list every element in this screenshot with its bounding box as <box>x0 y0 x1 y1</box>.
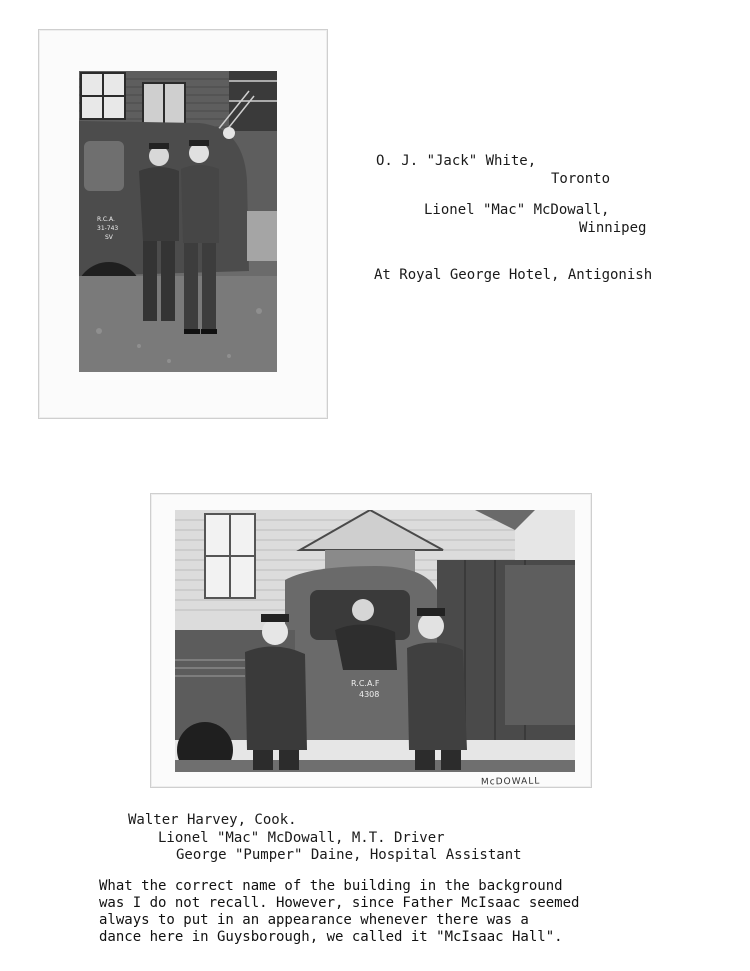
bottom-caption-line-2: Lionel "Mac" McDowall, M.T. Driver <box>158 830 445 846</box>
top-photo-card <box>38 29 328 419</box>
bottom-photo-card <box>150 493 592 788</box>
top-caption-line-1: O. J. "Jack" White, <box>376 153 537 169</box>
top-photo-scene <box>79 71 277 372</box>
top-photograph <box>79 71 277 372</box>
top-vehicle-marking-1: R.C.A. <box>97 216 115 223</box>
bottom-photograph <box>175 510 575 772</box>
paragraph-line-4: dance here in Guysborough, we called it "McIsaac Hall". <box>99 929 563 945</box>
top-caption-line-3: Lionel "Mac" McDowall, <box>424 202 610 218</box>
bottom-photo-scene <box>175 510 575 772</box>
top-vehicle-marking-2: 31-743 <box>97 225 119 232</box>
bottom-vehicle-marking-2: 4308 <box>359 690 380 699</box>
bottom-caption-line-1: Walter Harvey, Cook. <box>128 812 297 828</box>
paragraph-line-1: What the correct name of the building in the background <box>99 878 563 894</box>
bottom-caption-line-3: George "Pumper" Daine, Hospital Assistant <box>176 847 522 863</box>
bottom-vehicle-marking-1: R.C.A.F <box>351 679 380 688</box>
top-caption-line-2: Toronto <box>551 171 611 187</box>
top-caption-line-4: Winnipeg <box>579 220 647 236</box>
top-vehicle-marking-3: SV <box>105 234 113 241</box>
paragraph-line-2: was I do not recall. However, since Father McIsaac seemed <box>99 895 580 911</box>
paragraph-line-3: always to put in an appearance whenever there was a <box>99 912 529 928</box>
top-caption-line-5: At Royal George Hotel, Antigonish <box>374 267 653 283</box>
photo-stamp: McDOWALL <box>480 776 541 788</box>
